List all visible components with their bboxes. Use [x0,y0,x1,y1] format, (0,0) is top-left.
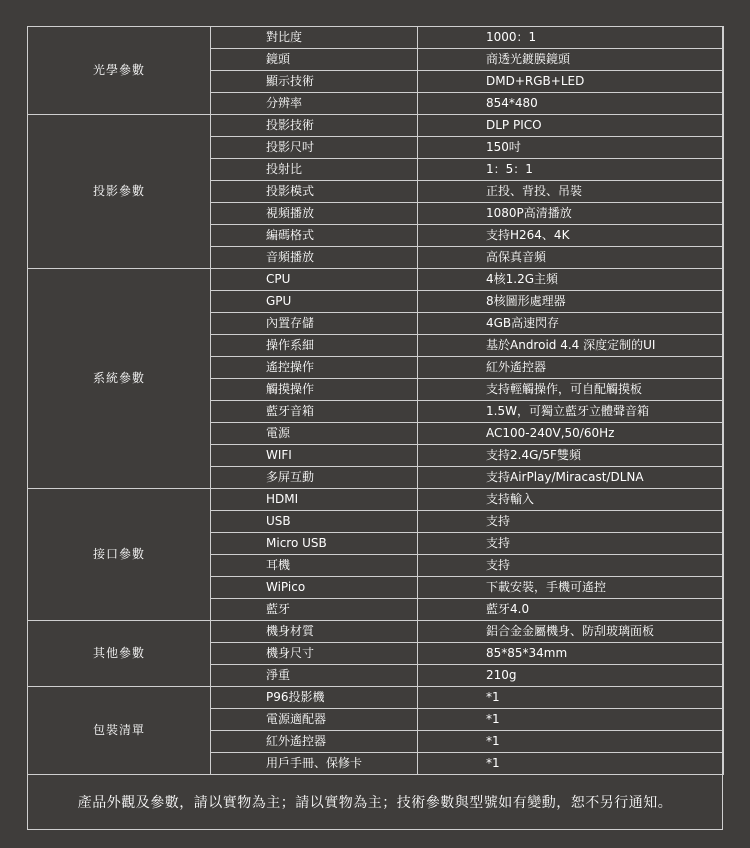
spec-value: 支持H264、4K [418,225,724,247]
group-title: 其他參數 [28,621,211,687]
spec-row [28,687,724,709]
spec-label: WiPico [211,577,418,599]
spec-label: 耳機 [211,555,418,577]
spec-label: GPU [211,291,418,313]
spec-value: 4核1.2G主頻 [418,269,724,291]
spec-value: *1 [418,687,724,709]
spec-value: *1 [418,731,724,753]
spec-value: *1 [418,753,724,775]
spec-label: 遙控操作 [211,357,418,379]
spec-value: 正投、背投、吊裝 [418,181,724,203]
spec-label: HDMI [211,489,418,511]
group-title: 包裝清單 [28,687,211,775]
spec-value: 854*480 [418,93,724,115]
spec-label: 淨重 [211,665,418,687]
spec-label: CPU [211,269,418,291]
spec-value: 支持2.4G/5F雙頻 [418,445,724,467]
spec-value: 基於Android 4.4 深度定制的UI [418,335,724,357]
spec-row [28,489,724,511]
spec-label: 用戶手冊、保修卡 [211,753,418,775]
spec-value: 1.5W，可獨立藍牙立體聲音箱 [418,401,724,423]
spec-value: 4GB高速閃存 [418,313,724,335]
spec-label: 紅外遙控器 [211,731,418,753]
spec-label: 投影技術 [211,115,418,137]
spec-label: 內置存儲 [211,313,418,335]
spec-label: USB [211,511,418,533]
spec-label: 投影模式 [211,181,418,203]
spec-value: DLP PICO [418,115,724,137]
spec-value: 鋁合金金屬機身、防刮玻璃面板 [418,621,724,643]
spec-value: 1：5：1 [418,159,724,181]
group-title: 系統參數 [28,269,211,489]
group-title: 接口參數 [28,489,211,621]
spec-value: 支持 [418,511,724,533]
spec-label: 多屏互動 [211,467,418,489]
spec-value: 紅外遙控器 [418,357,724,379]
spec-label: 觸摸操作 [211,379,418,401]
spec-value: 8核圖形處理器 [418,291,724,313]
group-title: 光學參數 [28,27,211,115]
spec-label: 視頻播放 [211,203,418,225]
spec-value: 150吋 [418,137,724,159]
spec-value: 支持輕觸操作，可自配觸摸板 [418,379,724,401]
spec-label: 編碼格式 [211,225,418,247]
spec-value: 支持AirPlay/Miracast/DLNA [418,467,724,489]
spec-value: *1 [418,709,724,731]
spec-value: 支持 [418,533,724,555]
spec-value: 210g [418,665,724,687]
spec-label: Micro USB [211,533,418,555]
spec-label: 機身材質 [211,621,418,643]
spec-value: 1000：1 [418,27,724,49]
spec-label: 藍牙音箱 [211,401,418,423]
spec-value: 支持輸入 [418,489,724,511]
spec-value: 下載安裝，手機可遙控 [418,577,724,599]
spec-row [28,269,724,291]
spec-value: 高保真音頻 [418,247,724,269]
spec-value: 商透光鍍膜鏡頭 [418,49,724,71]
spec-value: 85*85*34mm [418,643,724,665]
spec-value: 藍牙4.0 [418,599,724,621]
disclaimer-footer: 產品外觀及參數，請以實物為主；請以實物為主；技術參數與型號如有變動，恕不另行通知。 [77,795,673,811]
spec-row [28,621,724,643]
spec-value: 1080P高清播放 [418,203,724,225]
spec-row [28,115,724,137]
spec-row [28,27,724,49]
spec-label: 電源適配器 [211,709,418,731]
spec-label: P96投影機 [211,687,418,709]
spec-label: 鏡頭 [211,49,418,71]
spec-value: 支持 [418,555,724,577]
spec-value: AC100-240V,50/60Hz [418,423,724,445]
spec-label: 電源 [211,423,418,445]
spec-label: 投影尺吋 [211,137,418,159]
spec-label: 顯示技術 [211,71,418,93]
spec-label: WIFI [211,445,418,467]
spec-label: 音頻播放 [211,247,418,269]
spec-table [27,26,724,775]
spec-label: 分辨率 [211,93,418,115]
spec-label: 機身尺寸 [211,643,418,665]
spec-label: 操作系細 [211,335,418,357]
spec-value: DMD+RGB+LED [418,71,724,93]
group-title: 投影參數 [28,115,211,269]
spec-body [28,27,724,775]
spec-label: 投射比 [211,159,418,181]
spec-label: 對比度 [211,27,418,49]
spec-label: 藍牙 [211,599,418,621]
